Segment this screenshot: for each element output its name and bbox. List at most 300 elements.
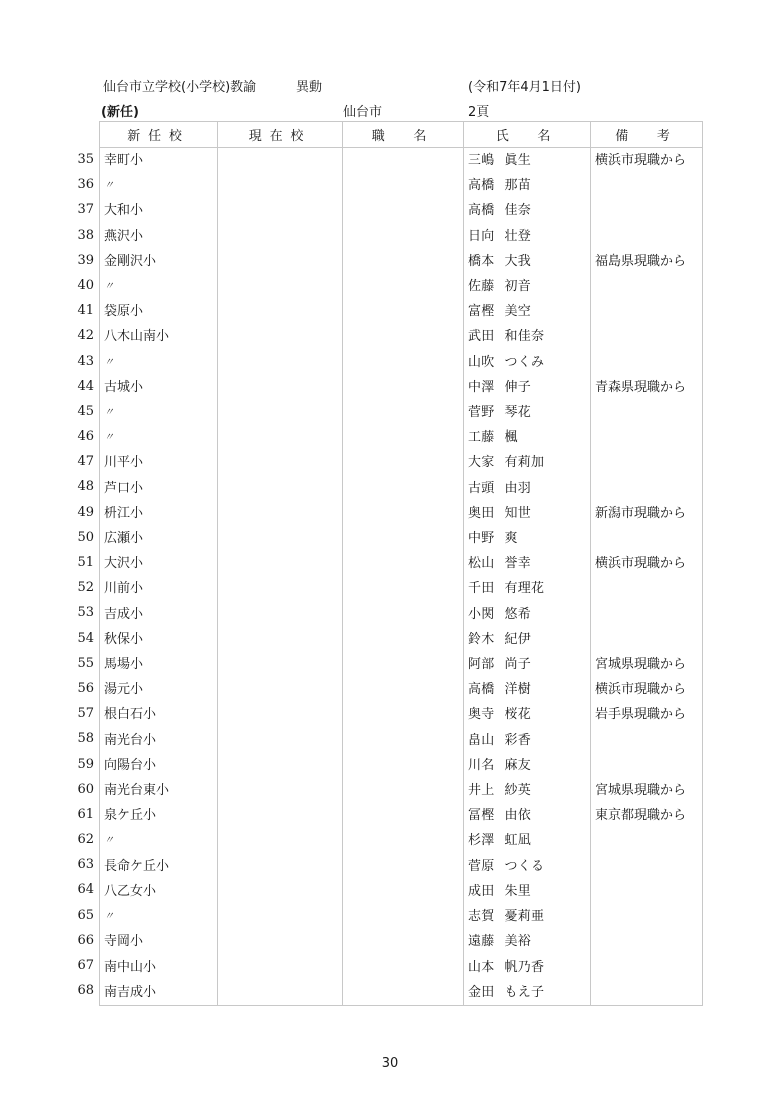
row-number-column — [68, 147, 94, 1003]
name-cell — [464, 778, 591, 803]
given-name: 那苗 — [504, 178, 532, 194]
current-school-cell — [218, 450, 343, 475]
row-number: 53 — [77, 605, 94, 621]
current-school-cell — [218, 652, 343, 677]
name-cell — [464, 450, 591, 475]
name-cell — [464, 249, 591, 274]
job-title-cell — [343, 627, 464, 652]
current-school-cell — [218, 425, 343, 450]
surname: 工藤 — [468, 430, 495, 446]
job-title-cell — [343, 274, 464, 299]
table-row — [100, 753, 703, 778]
table-row — [100, 828, 703, 853]
new-school-cell: 湯元小 — [100, 677, 218, 702]
current-school-cell — [218, 324, 343, 349]
remarks-cell: 岩手県現職から — [591, 702, 703, 727]
current-school-cell — [218, 778, 343, 803]
job-title-cell — [343, 450, 464, 475]
current-school-cell — [218, 224, 343, 249]
table-row — [100, 249, 703, 274]
given-name: 初音 — [504, 279, 532, 295]
surname: 金田 — [468, 984, 495, 1000]
current-school-cell — [218, 955, 343, 980]
row-number: 54 — [77, 630, 94, 646]
row-number: 48 — [77, 479, 94, 495]
current-school-cell — [218, 350, 343, 375]
job-title-cell — [343, 324, 464, 349]
name-cell — [464, 501, 591, 526]
surname: 日向 — [468, 228, 495, 244]
remarks-cell: 横浜市現職から — [591, 148, 703, 174]
surname: 武田 — [468, 329, 495, 345]
new-school-cell: 〃 — [100, 425, 218, 450]
surname: 井上 — [468, 783, 495, 799]
current-school-cell — [218, 551, 343, 576]
new-school-cell: 南光台東小 — [100, 778, 218, 803]
table-row — [100, 980, 703, 1006]
new-school-cell: 〃 — [100, 274, 218, 299]
table-row — [100, 450, 703, 475]
given-name: もえ子 — [504, 984, 545, 1000]
section-page-ref: 2頁 — [468, 105, 490, 120]
surname: 阿部 — [468, 657, 495, 673]
surname: 高橋 — [468, 682, 495, 698]
job-title-cell — [343, 677, 464, 702]
row-number: 56 — [77, 680, 94, 696]
job-title-cell — [343, 425, 464, 450]
given-name: 帆乃香 — [504, 959, 545, 975]
name-cell — [464, 350, 591, 375]
new-school-cell: 秋保小 — [100, 627, 218, 652]
given-name: つくみ — [504, 354, 545, 370]
new-school-cell: 古城小 — [100, 375, 218, 400]
given-name: 憂莉亜 — [504, 909, 545, 925]
job-title-cell — [343, 198, 464, 223]
row-number: 38 — [77, 227, 94, 243]
current-school-cell — [218, 501, 343, 526]
remarks-cell — [591, 425, 703, 450]
surname: 中澤 — [468, 379, 495, 395]
remarks-cell: 東京都現職から — [591, 803, 703, 828]
remarks-cell — [591, 929, 703, 954]
surname: 畠山 — [468, 732, 495, 748]
row-number: 42 — [77, 328, 94, 344]
job-title-cell — [343, 526, 464, 551]
given-name: 誉幸 — [504, 556, 532, 572]
new-school-cell: 長命ケ丘小 — [100, 854, 218, 879]
remarks-cell — [591, 476, 703, 501]
table-row — [100, 173, 703, 198]
row-number: 47 — [77, 454, 94, 470]
surname: 大家 — [468, 455, 495, 471]
table-row — [100, 274, 703, 299]
given-name: 紀伊 — [504, 631, 532, 647]
row-number: 60 — [77, 781, 94, 797]
job-title-cell — [343, 879, 464, 904]
surname: 杉澤 — [468, 833, 495, 849]
given-name: 美裕 — [504, 934, 532, 950]
given-name: 由依 — [504, 808, 532, 824]
surname: 橋本 — [468, 253, 495, 269]
name-cell — [464, 980, 591, 1006]
name-cell — [464, 627, 591, 652]
remarks-cell — [591, 198, 703, 223]
current-school-cell — [218, 854, 343, 879]
personnel-table — [99, 121, 703, 1006]
table-row — [100, 375, 703, 400]
new-school-cell: 燕沢小 — [100, 224, 218, 249]
surname: 佐藤 — [468, 279, 495, 295]
new-school-cell: 〃 — [100, 400, 218, 425]
current-school-cell — [218, 677, 343, 702]
table-row — [100, 929, 703, 954]
row-number: 61 — [77, 806, 94, 822]
surname: 菅野 — [468, 405, 495, 421]
remarks-cell — [591, 350, 703, 375]
column-header-job-title: 職 名 — [343, 122, 464, 148]
job-title-cell — [343, 400, 464, 425]
given-name: 洋樹 — [504, 682, 532, 698]
surname: 三嶋 — [468, 153, 495, 168]
table-row — [100, 627, 703, 652]
table-row — [100, 904, 703, 929]
new-school-cell: 大沢小 — [100, 551, 218, 576]
table-row — [100, 677, 703, 702]
surname: 志賀 — [468, 909, 495, 925]
current-school-cell — [218, 879, 343, 904]
category-label: (新任) — [101, 105, 139, 120]
current-school-cell — [218, 728, 343, 753]
current-school-cell — [218, 602, 343, 627]
row-number: 41 — [77, 303, 94, 319]
job-title-cell — [343, 224, 464, 249]
remarks-cell — [591, 627, 703, 652]
name-cell — [464, 576, 591, 601]
given-name: 紗英 — [504, 783, 532, 799]
given-name: 眞生 — [504, 153, 532, 168]
given-name: 美空 — [504, 304, 532, 320]
current-school-cell — [218, 526, 343, 551]
new-school-cell: 八乙女小 — [100, 879, 218, 904]
remarks-cell — [591, 450, 703, 475]
table-row — [100, 854, 703, 879]
surname: 奥田 — [468, 505, 495, 521]
remarks-cell: 横浜市現職から — [591, 677, 703, 702]
name-cell — [464, 955, 591, 980]
remarks-cell — [591, 400, 703, 425]
surname: 成田 — [468, 883, 495, 899]
job-title-cell — [343, 501, 464, 526]
row-number: 66 — [77, 932, 94, 948]
given-name: 伸子 — [504, 379, 532, 395]
document-title: 仙台市立学校(小学校)教諭 — [103, 80, 257, 95]
job-title-cell — [343, 299, 464, 324]
row-number: 52 — [77, 580, 94, 596]
row-number: 58 — [77, 731, 94, 747]
new-school-cell: 寺岡小 — [100, 929, 218, 954]
surname: 小関 — [468, 606, 495, 622]
current-school-cell — [218, 476, 343, 501]
row-number: 49 — [77, 504, 94, 520]
given-name: 琴花 — [504, 405, 532, 421]
given-name: 彩香 — [504, 732, 532, 748]
name-cell — [464, 803, 591, 828]
surname: 奥寺 — [468, 707, 495, 723]
remarks-cell — [591, 576, 703, 601]
table-row — [100, 400, 703, 425]
job-title-cell — [343, 854, 464, 879]
given-name: 桜花 — [504, 707, 532, 723]
row-number: 44 — [77, 378, 94, 394]
job-title-cell — [343, 980, 464, 1006]
current-school-cell — [218, 702, 343, 727]
surname: 高橋 — [468, 203, 495, 219]
name-cell — [464, 198, 591, 223]
table-row — [100, 526, 703, 551]
effective-date: (令和7年4月1日付) — [468, 80, 581, 95]
given-name: 尚子 — [504, 657, 532, 673]
current-school-cell — [218, 299, 343, 324]
current-school-cell — [218, 929, 343, 954]
remarks-cell: 福島県現職から — [591, 249, 703, 274]
name-cell — [464, 526, 591, 551]
table-row — [100, 224, 703, 249]
current-school-cell — [218, 803, 343, 828]
job-title-cell — [343, 249, 464, 274]
name-cell — [464, 148, 591, 174]
remarks-cell: 宮城県現職から — [591, 652, 703, 677]
new-school-cell: 八木山南小 — [100, 324, 218, 349]
current-school-cell — [218, 148, 343, 174]
name-cell — [464, 425, 591, 450]
row-number: 43 — [77, 353, 94, 369]
surname: 千田 — [468, 581, 495, 597]
surname: 山本 — [468, 959, 495, 975]
surname: 菅原 — [468, 858, 495, 874]
new-school-cell: 〃 — [100, 173, 218, 198]
job-title-cell — [343, 602, 464, 627]
row-number: 51 — [77, 555, 94, 570]
new-school-cell: 泉ケ丘小 — [100, 803, 218, 828]
current-school-cell — [218, 980, 343, 1006]
given-name: 壮登 — [504, 228, 532, 244]
remarks-cell — [591, 854, 703, 879]
row-number: 46 — [77, 429, 94, 445]
job-title-cell — [343, 803, 464, 828]
new-school-cell: 向陽台小 — [100, 753, 218, 778]
row-number: 68 — [77, 983, 94, 999]
surname: 高橋 — [468, 178, 495, 194]
remarks-cell — [591, 753, 703, 778]
current-school-cell — [218, 400, 343, 425]
remarks-cell — [591, 173, 703, 198]
given-name: 大我 — [504, 253, 532, 269]
row-number: 55 — [77, 655, 94, 671]
remarks-cell — [591, 980, 703, 1006]
surname: 中野 — [468, 531, 495, 547]
remarks-cell — [591, 224, 703, 249]
new-school-cell: 根白石小 — [100, 702, 218, 727]
remarks-cell — [591, 602, 703, 627]
row-number: 37 — [77, 202, 94, 218]
table-header-row — [100, 122, 703, 148]
name-cell — [464, 375, 591, 400]
name-cell — [464, 702, 591, 727]
current-school-cell — [218, 904, 343, 929]
document-kind: 異動 — [296, 80, 323, 95]
name-cell — [464, 854, 591, 879]
new-school-cell: 川平小 — [100, 450, 218, 475]
surname: 古頭 — [468, 480, 495, 496]
name-cell — [464, 476, 591, 501]
given-name: 虹凪 — [504, 833, 532, 849]
column-header-name: 氏 名 — [464, 122, 591, 148]
new-school-cell: 川前小 — [100, 576, 218, 601]
column-header-remarks: 備 考 — [591, 122, 703, 148]
city-label: 仙台市 — [343, 105, 383, 120]
remarks-cell — [591, 299, 703, 324]
job-title-cell — [343, 929, 464, 954]
name-cell — [464, 728, 591, 753]
surname: 川名 — [468, 757, 495, 773]
name-cell — [464, 551, 591, 576]
remarks-cell — [591, 904, 703, 929]
surname: 山吹 — [468, 354, 495, 370]
surname: 遠藤 — [468, 934, 495, 950]
job-title-cell — [343, 702, 464, 727]
job-title-cell — [343, 904, 464, 929]
given-name: つくる — [504, 858, 545, 874]
table-row — [100, 803, 703, 828]
page-number: 30 — [381, 1056, 399, 1071]
given-name: 有莉加 — [504, 455, 545, 471]
name-cell — [464, 929, 591, 954]
row-number: 39 — [77, 252, 94, 268]
current-school-cell — [218, 576, 343, 601]
new-school-cell: 袋原小 — [100, 299, 218, 324]
given-name: 楓 — [504, 430, 518, 446]
given-name: 朱里 — [504, 883, 532, 899]
remarks-cell — [591, 879, 703, 904]
given-name: 爽 — [504, 531, 518, 547]
new-school-cell: 幸町小 — [100, 148, 218, 174]
given-name: 知世 — [504, 505, 532, 521]
job-title-cell — [343, 375, 464, 400]
remarks-cell — [591, 324, 703, 349]
row-number: 64 — [77, 882, 94, 898]
current-school-cell — [218, 828, 343, 853]
row-number: 63 — [77, 857, 94, 873]
new-school-cell: 〃 — [100, 350, 218, 375]
name-cell — [464, 753, 591, 778]
new-school-cell: 枡江小 — [100, 501, 218, 526]
surname: 富樫 — [468, 304, 495, 320]
given-name: 悠希 — [504, 606, 532, 622]
name-cell — [464, 224, 591, 249]
current-school-cell — [218, 753, 343, 778]
surname: 冨樫 — [468, 808, 495, 824]
current-school-cell — [218, 249, 343, 274]
column-header-current-school: 現在校 — [218, 122, 343, 148]
job-title-cell — [343, 148, 464, 174]
table-row — [100, 501, 703, 526]
table-row — [100, 652, 703, 677]
new-school-cell: 〃 — [100, 904, 218, 929]
current-school-cell — [218, 274, 343, 299]
table-row — [100, 551, 703, 576]
table-row — [100, 728, 703, 753]
table-row — [100, 476, 703, 501]
row-number: 57 — [77, 706, 94, 722]
column-header-new-school: 新任校 — [100, 122, 218, 148]
surname: 松山 — [468, 556, 495, 572]
name-cell — [464, 879, 591, 904]
table-row — [100, 602, 703, 627]
remarks-cell — [591, 274, 703, 299]
new-school-cell: 南光台小 — [100, 728, 218, 753]
new-school-cell: 南吉成小 — [100, 980, 218, 1006]
name-cell — [464, 400, 591, 425]
job-title-cell — [343, 173, 464, 198]
table-row — [100, 778, 703, 803]
name-cell — [464, 299, 591, 324]
remarks-cell: 横浜市現職から — [591, 551, 703, 576]
remarks-cell — [591, 955, 703, 980]
job-title-cell — [343, 778, 464, 803]
table-row — [100, 324, 703, 349]
given-name: 和佳奈 — [504, 329, 545, 345]
current-school-cell — [218, 627, 343, 652]
remarks-cell: 青森県現職から — [591, 375, 703, 400]
current-school-cell — [218, 173, 343, 198]
table-row — [100, 879, 703, 904]
name-cell — [464, 652, 591, 677]
job-title-cell — [343, 652, 464, 677]
new-school-cell: 広瀬小 — [100, 526, 218, 551]
new-school-cell: 芦口小 — [100, 476, 218, 501]
name-cell — [464, 173, 591, 198]
remarks-cell — [591, 728, 703, 753]
name-cell — [464, 602, 591, 627]
job-title-cell — [343, 551, 464, 576]
table-row — [100, 702, 703, 727]
given-name: 有理花 — [504, 581, 545, 597]
given-name: 麻友 — [504, 757, 532, 773]
job-title-cell — [343, 576, 464, 601]
new-school-cell: 〃 — [100, 828, 218, 853]
name-cell — [464, 274, 591, 299]
table-row — [100, 425, 703, 450]
name-cell — [464, 324, 591, 349]
surname: 鈴木 — [468, 631, 495, 647]
job-title-cell — [343, 476, 464, 501]
given-name: 由羽 — [504, 480, 532, 496]
remarks-cell — [591, 526, 703, 551]
table-row — [100, 198, 703, 223]
name-cell — [464, 828, 591, 853]
given-name: 佳奈 — [504, 203, 532, 219]
table-row — [100, 350, 703, 375]
job-title-cell — [343, 753, 464, 778]
table-row — [100, 148, 703, 174]
remarks-cell: 宮城県現職から — [591, 778, 703, 803]
table-row — [100, 955, 703, 980]
current-school-cell — [218, 198, 343, 223]
job-title-cell — [343, 350, 464, 375]
new-school-cell: 馬場小 — [100, 652, 218, 677]
job-title-cell — [343, 828, 464, 853]
row-number: 36 — [77, 177, 94, 193]
